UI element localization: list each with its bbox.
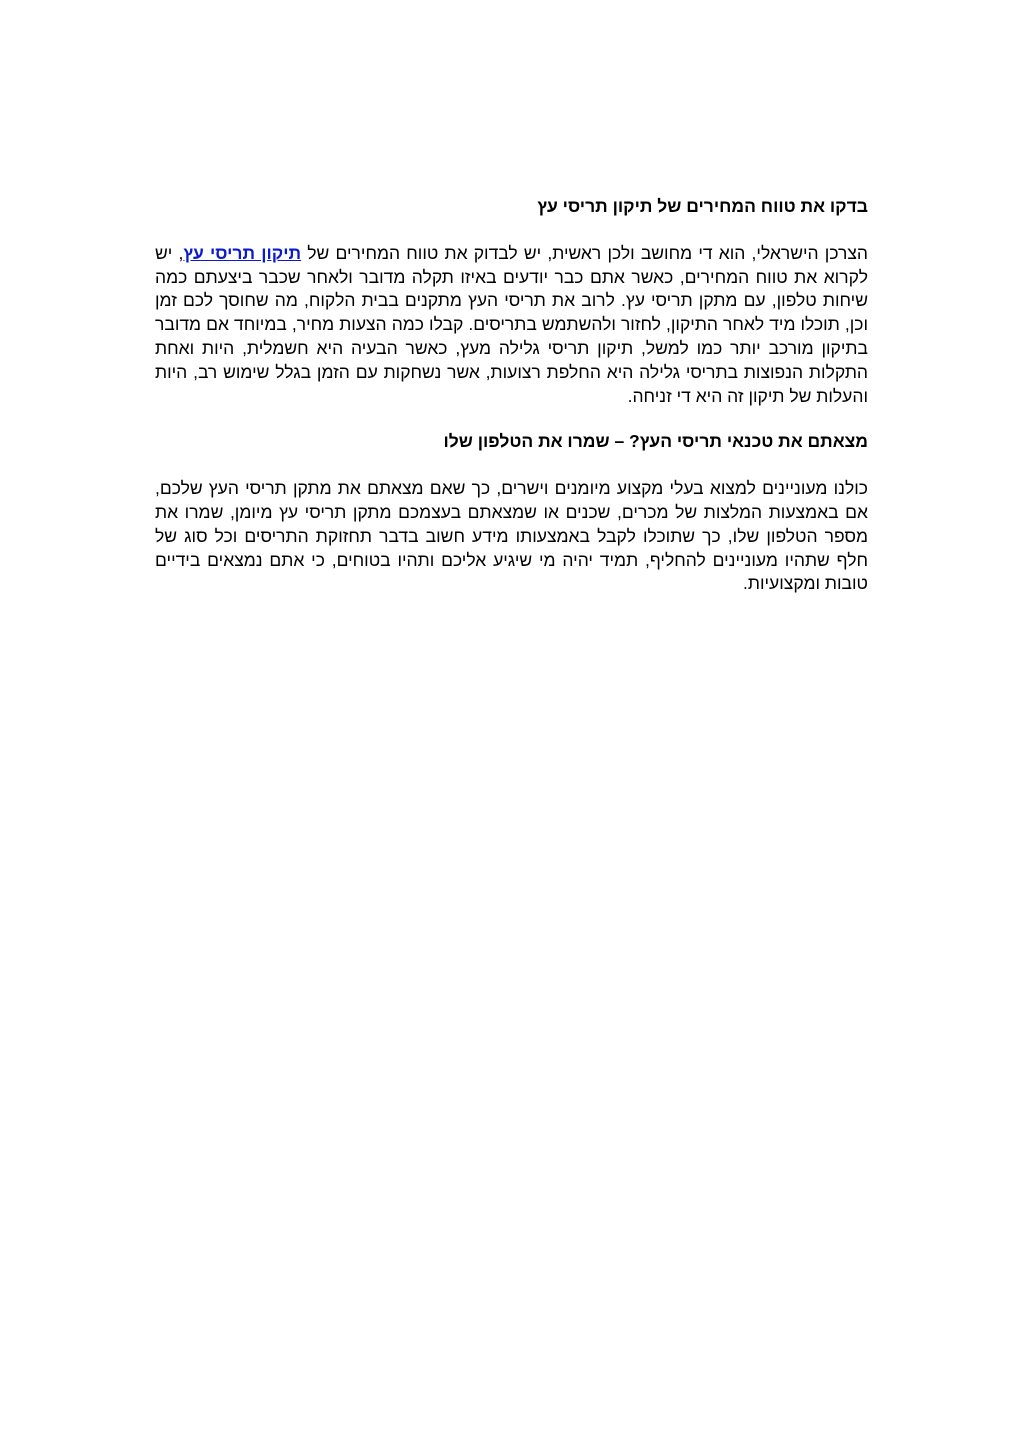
section-heading-price-range: בדקו את טווח המחירים של תיקון תריסי עץ [537, 196, 868, 216]
paragraph-keep-phone: כולנו מעוניינים למצוא בעלי מקצוע מיומנים וישרים, כך שאם מצאתם את מתקן תריסי העץ שלכם, אם באמצעות המלצות של מכרים, שכנים או שמצאתם בעצמכם מתקן תריסי עץ מיומן, שמרו את מספר הטלפון שלו, כך שתוכלו לקבל באמצעותו מידע חשוב בדבר תחזוקת התריסים וכל סוג של חלף שתהיו מעוניינים להחליף, תמיד יהיה מי שיגיע אליכם ותהיו בטוחים, כי אתם נמצאים בידיים טובות ומקצועיות. [155, 478, 868, 594]
paragraph-text-before-link: הצרכן הישראלי, הוא די מחושב ולכן ראשית, יש לבדוק את טווח המחירים של [301, 242, 868, 263]
repair-wooden-shutters-link[interactable]: תיקון תריסי עץ [183, 242, 302, 263]
paragraph-text-after-link: , יש לקרוא את טווח המחירים, כאשר אתם כבר יודעים באיזו תקלה מדובר ולאחר שכבר ביצעתם כמה שיחות טלפון, עם מתקן תריסי עץ. לרוב את תריסי העץ מתקנים בבית הלקוח, מה שחוסך לכם זמן וכן, תוכלו מיד לאחר התיקון, לחזור ולהשתמש בתריסים. קבלו כמה הצעות מחיר, במיוחד אם מדובר בתיקון מורכב יותר כמו למשל, תיקון תריסי גלילה מעץ, כאשר הבעיה היא חשמלית, היות ואחת התקלות הנפוצות בתריסי גלילה היא החלפת רצועות, אשר נשחקות עם הזמן בגלל שימוש רב, היות והעלות של תיקון זה היא די זניחה. [155, 242, 868, 406]
paragraph-price-range [155, 242, 868, 409]
document-page [155, 195, 868, 596]
section-heading-keep-phone: מצאתם את טכנאי תריסי העץ? – שמרו את הטלפון שלו [443, 431, 868, 452]
